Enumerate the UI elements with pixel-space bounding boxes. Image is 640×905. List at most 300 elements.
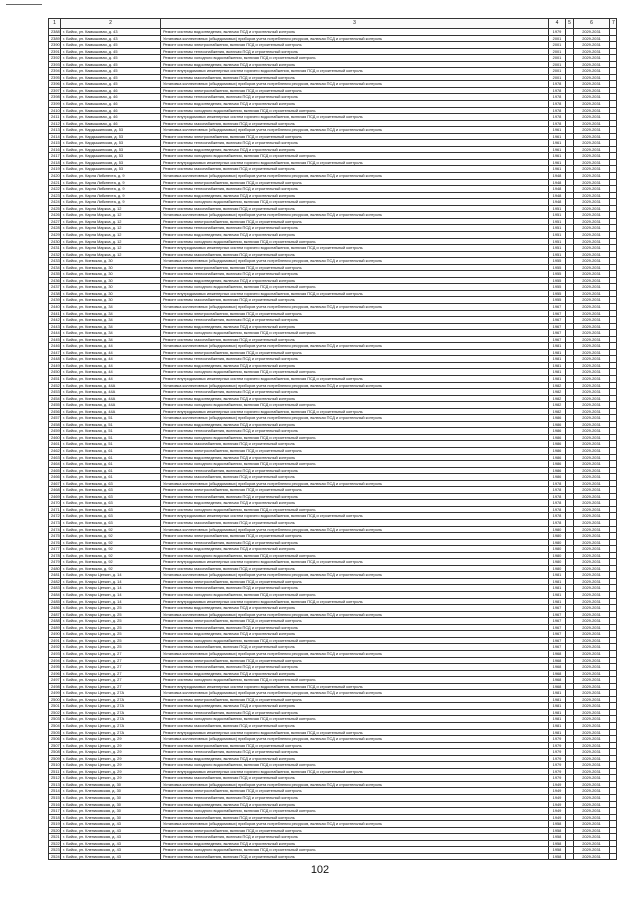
row-period: 2029-2031: [574, 35, 610, 42]
row-year: 1967: [549, 310, 566, 317]
row-work-type: Ремонт внутридомовых инженерных систем горячего водоснабжения, включая ПСД и строительный контроль: [161, 729, 549, 736]
row-year: 1986: [549, 467, 566, 474]
row-period: 2029-2031: [574, 539, 610, 546]
row-work-type: Ремонт системы холодного водоснабжения, включая ПСД и строительный контроль: [161, 55, 549, 62]
row-number: 2433: [49, 258, 61, 265]
row-period: 2029-2031: [574, 781, 610, 788]
row-period: 2029-2031: [574, 434, 610, 441]
row-work-type: Ремонт внутридомовых инженерных систем горячего водоснабжения, включая ПСД и строительный контроль: [161, 768, 549, 775]
row-address: г. Бийск, ул. Клары Цеткин, д. 27А: [61, 716, 161, 723]
row-period: 2029-2031: [574, 284, 610, 291]
row-work-type: Ремонт системы теплоснабжения, включая ПСД и строительный контроль: [161, 624, 549, 631]
row-period: 2029-2031: [574, 297, 610, 304]
row-period: 2029-2031: [574, 362, 610, 369]
row-period: 2029-2031: [574, 114, 610, 121]
row-year: 1979: [549, 775, 566, 782]
row-year: 1961: [549, 140, 566, 147]
row-number: 2463: [49, 454, 61, 461]
row-number: 2511: [49, 768, 61, 775]
row-number: 2457: [49, 415, 61, 422]
row-work-type: Установка коллективных (общедомовых) приборов учета потребления ресурсов, включая ПСД и строительный контроль: [161, 127, 549, 134]
row-period: 2029-2031: [574, 578, 610, 585]
row-period: 2029-2031: [574, 310, 610, 317]
row-number: 2520: [49, 827, 61, 834]
row-period: 2029-2031: [574, 349, 610, 356]
row-work-type: Ремонт системы холодного водоснабжения, включая ПСД и строительный контроль: [161, 762, 549, 769]
row-work-type: Ремонт системы теплоснабжения, включая ПСД и строительный контроль: [161, 186, 549, 193]
row-year: 1955: [549, 297, 566, 304]
row-work-type: Ремонт системы водоотведения, включая ПСД и строительный контроль: [161, 670, 549, 677]
row-address: г. Бийск, ул. Карла Либкнехта, д. 9: [61, 199, 161, 206]
row-address: г. Бийск, ул. Карла Либкнехта, д. 9: [61, 173, 161, 180]
row-year: 1986: [549, 454, 566, 461]
row-period: 2029-2031: [574, 493, 610, 500]
row-year: 1979: [549, 749, 566, 756]
row-year: 1981: [549, 729, 566, 736]
row-year: 1958: [549, 834, 566, 841]
row-number: 2454: [49, 395, 61, 402]
row-period: 2029-2031: [574, 251, 610, 258]
row-address: г. Бийск, ул. Клары Цеткин, д. 27А: [61, 722, 161, 729]
row-work-type: Ремонт внутридомовых инженерных систем горячего водоснабжения, включая ПСД и строительный контроль: [161, 513, 549, 520]
row-year: 1968: [549, 683, 566, 690]
row-work-type: Установка коллективных (общедомовых) приборов учета потребления ресурсов, включая ПСД и строительный контроль: [161, 415, 549, 422]
row-year: 2001: [549, 48, 566, 55]
row-year: 1981: [549, 375, 566, 382]
row-work-type: Ремонт системы холодного водоснабжения, включая ПСД и строительный контроль: [161, 284, 549, 291]
row-address: г. Бийск, ул. Клары Цеткин, д. 27: [61, 683, 161, 690]
row-work-type: Ремонт системы газоснабжения, включая ПСД и строительный контроль: [161, 814, 549, 821]
row-work-type: Ремонт системы холодного водоснабжения, включая ПСД и строительный контроль: [161, 461, 549, 468]
row-year: 1967: [549, 336, 566, 343]
row-year: 1949: [549, 801, 566, 808]
row-address: г. Бийск, ул. Киевская, д. 34: [61, 323, 161, 330]
row-year: 1961: [549, 166, 566, 173]
row-period: 2029-2031: [574, 644, 610, 651]
row-period: 2029-2031: [574, 500, 610, 507]
row-year: 1986: [549, 415, 566, 422]
row-year: 1979: [549, 736, 566, 743]
row-number: 2469: [49, 493, 61, 500]
row-number: 2498: [49, 683, 61, 690]
row-year: 1986: [549, 421, 566, 428]
row-year: 1951: [549, 212, 566, 219]
row-address: г. Бийск, ул. Кардышинская, д. 53: [61, 146, 161, 153]
row-number: 2477: [49, 546, 61, 553]
row-address: г. Бийск, ул. Клары Цеткин, д. 27А: [61, 709, 161, 716]
row-work-type: Установка коллективных (общедомовых) приборов учета потребления ресурсов, включая ПСД и строительный контроль: [161, 212, 549, 219]
row-work-type: Установка коллективных (общедомовых) приборов учета потребления ресурсов, включая ПСД и строительный контроль: [161, 650, 549, 657]
row-work-type: Ремонт системы электроснабжения, включая ПСД и строительный контроль: [161, 696, 549, 703]
row-year: 1958: [549, 827, 566, 834]
row-period: 2029-2031: [574, 330, 610, 337]
row-work-type: Ремонт системы газоснабжения, включая ПСД и строительный контроль: [161, 74, 549, 81]
row-number: 2452: [49, 382, 61, 389]
row-number: 2438: [49, 290, 61, 297]
row-year: 1967: [549, 644, 566, 651]
row-period: 2029-2031: [574, 821, 610, 828]
row-year: 1951: [549, 205, 566, 212]
row-number: 2482: [49, 578, 61, 585]
row-address: г. Бийск, ул. Киевская, д. 63: [61, 520, 161, 527]
row-address: г. Бийск, ул. Карла Либкнехта, д. 9: [61, 186, 161, 193]
row-year: 1951: [549, 238, 566, 245]
row-year: 1986: [549, 434, 566, 441]
row-work-type: Ремонт внутридомовых инженерных систем горячего водоснабжения, включая ПСД и строительный контроль: [161, 68, 549, 75]
scan-mark: [6, 4, 42, 5]
row-number: 2426: [49, 212, 61, 219]
row-work-type: Ремонт системы электроснабжения, включая ПСД и строительный контроль: [161, 264, 549, 271]
row-number: 2448: [49, 356, 61, 363]
header-col-2: 2: [61, 19, 161, 29]
row-work-type: Ремонт внутридомовых инженерных систем горячего водоснабжения, включая ПСД и строительный контроль: [161, 559, 549, 566]
row-period: 2029-2031: [574, 146, 610, 153]
row-year: 1967: [549, 624, 566, 631]
row-period: 2029-2031: [574, 533, 610, 540]
row-address: г. Бийск, ул. Клары Цеткин, д. 14: [61, 592, 161, 599]
row-number: 2443: [49, 323, 61, 330]
row-address: г. Бийск, ул. Киевская, д. 30: [61, 258, 161, 265]
row-address: г. Бийск, ул. Киевская, д. 44: [61, 343, 161, 350]
row-period: 2029-2031: [574, 61, 610, 68]
row-address: г. Бийск, ул. Клепиковская, д. 30: [61, 801, 161, 808]
row-address: г. Бийск, ул. Киевская, д. 92: [61, 552, 161, 559]
row-year: 1948: [549, 192, 566, 199]
row-number: 2423: [49, 192, 61, 199]
row-address: г. Бийск, ул. Киевская, д. 63: [61, 513, 161, 520]
header-col-4: 4: [549, 19, 566, 29]
row-work-type: Ремонт системы водоотведения, включая ПСД и строительный контроль: [161, 29, 549, 36]
row-year: 1980: [549, 539, 566, 546]
row-year: 1961: [549, 153, 566, 160]
row-work-type: Ремонт системы электроснабжения, включая ПСД и строительный контроль: [161, 42, 549, 49]
row-number: 2428: [49, 225, 61, 232]
row-year: 1978: [549, 500, 566, 507]
row-period: 2029-2031: [574, 559, 610, 566]
row-address: г. Бийск, ул. Киевская, д. 92: [61, 539, 161, 546]
row-address: г. Бийск, ул. Киевская, д. 63: [61, 500, 161, 507]
page-number: 102: [310, 864, 330, 876]
row-year: 1980: [549, 546, 566, 553]
row-year: 1967: [549, 611, 566, 618]
row-period: 2029-2031: [574, 231, 610, 238]
row-address: г. Бийск, ул. Киевская, д. 30: [61, 297, 161, 304]
row-year: 1981: [549, 585, 566, 592]
row-work-type: Ремонт системы холодного водоснабжения, включая ПСД и строительный контроль: [161, 369, 549, 376]
row-address: г. Бийск, ул. Клары Цеткин, д. 25: [61, 624, 161, 631]
row-number: 2391: [49, 48, 61, 55]
row-year: 1978: [549, 520, 566, 527]
row-period: 2029-2031: [574, 742, 610, 749]
row-work-type: Установка коллективных (общедомовых) приборов учета потребления ресурсов, включая ПСД и строительный контроль: [161, 303, 549, 310]
row-number: 2489: [49, 624, 61, 631]
row-number: 2420: [49, 173, 61, 180]
row-number: 2396: [49, 81, 61, 88]
row-work-type: Ремонт системы холодного водоснабжения, включая ПСД и строительный контроль: [161, 153, 549, 160]
row-address: г. Бийск, ул. Киевская, д. 51: [61, 441, 161, 448]
row-work-type: Ремонт системы холодного водоснабжения, включая ПСД и строительный контроль: [161, 847, 549, 854]
row-period: 2029-2031: [574, 74, 610, 81]
row-number: 2518: [49, 814, 61, 821]
row-period: 2029-2031: [574, 709, 610, 716]
row-address: г. Бийск, ул. Камышовая, д. 45: [61, 55, 161, 62]
row-year: 1948: [549, 173, 566, 180]
row-period: 2029-2031: [574, 323, 610, 330]
row-period: 2029-2031: [574, 166, 610, 173]
row-address: г. Бийск, ул. Киевская, д. 34: [61, 310, 161, 317]
row-period: 2029-2031: [574, 696, 610, 703]
row-number: 2522: [49, 840, 61, 847]
row-number: 2453: [49, 389, 61, 396]
table-body: [49, 29, 617, 860]
row-work-type: Установка коллективных (общедомовых) приборов учета потребления ресурсов, включая ПСД и строительный контроль: [161, 35, 549, 42]
row-address: г. Бийск, ул. Киевская, д. 44А: [61, 382, 161, 389]
row-year: 1981: [549, 572, 566, 579]
row-work-type: Ремонт системы водоотведения, включая ПСД и строительный контроль: [161, 192, 549, 199]
row-period: 2029-2031: [574, 749, 610, 756]
row-address: г. Бийск, ул. Клары Цеткин, д. 14: [61, 572, 161, 579]
row-work-type: Ремонт системы теплоснабжения, включая ПСД и строительный контроль: [161, 94, 549, 101]
row-year: 1951: [549, 231, 566, 238]
row-period: 2029-2031: [574, 526, 610, 533]
row-year: 1978: [549, 513, 566, 520]
row-year: 1951: [549, 251, 566, 258]
row-year: 1958: [549, 853, 566, 860]
row-address: г. Бийск, ул. Камышовая, д. 46: [61, 87, 161, 94]
row-address: г. Бийск, ул. Киевская, д. 34: [61, 317, 161, 324]
row-number: 2508: [49, 749, 61, 756]
row-year: 1955: [549, 258, 566, 265]
row-work-type: Ремонт системы теплоснабжения, включая ПСД и строительный контроль: [161, 539, 549, 546]
row-year: 1961: [549, 146, 566, 153]
row-address: г. Бийск, ул. Клепиковская, д. 43: [61, 827, 161, 834]
row-number: 2472: [49, 513, 61, 520]
row-period: 2029-2031: [574, 395, 610, 402]
row-number: 2392: [49, 55, 61, 62]
row-address: г. Бийск, ул. Клепиковская, д. 43: [61, 847, 161, 854]
row-period: 2029-2031: [574, 624, 610, 631]
row-address: г. Бийск, ул. Клепиковская, д. 43: [61, 853, 161, 860]
row-address: г. Бийск, ул. Клары Цеткин, д. 29: [61, 742, 161, 749]
row-year: 1958: [549, 821, 566, 828]
row-number: 2484: [49, 592, 61, 599]
row-period: 2029-2031: [574, 212, 610, 219]
row-year: 1978: [549, 101, 566, 108]
row-year: 1968: [549, 657, 566, 664]
row-address: г. Бийск, ул. Кардышинская, д. 53: [61, 159, 161, 166]
row-number: 2504: [49, 722, 61, 729]
row-year: 1949: [549, 794, 566, 801]
row-address: г. Бийск, ул. Клары Цеткин, д. 25: [61, 605, 161, 612]
row-year: 1968: [549, 650, 566, 657]
row-year: 1978: [549, 81, 566, 88]
row-work-type: Ремонт системы холодного водоснабжения, включая ПСД и строительный контроль: [161, 434, 549, 441]
row-number: 2397: [49, 87, 61, 94]
row-period: 2029-2031: [574, 179, 610, 186]
row-period: 2029-2031: [574, 677, 610, 684]
row-period: 2029-2031: [574, 552, 610, 559]
row-work-type: Ремонт системы холодного водоснабжения, включая ПСД и строительный контроль: [161, 716, 549, 723]
row-work-type: Ремонт системы электроснабжения, включая ПСД и строительный контроль: [161, 310, 549, 317]
row-year: 1981: [549, 343, 566, 350]
row-period: 2029-2031: [574, 336, 610, 343]
row-work-type: Ремонт системы теплоснабжения, включая ПСД и строительный контроль: [161, 356, 549, 363]
row-number: 2495: [49, 664, 61, 671]
row-work-type: Ремонт внутридомовых инженерных систем горячего водоснабжения, включая ПСД и строительный контроль: [161, 683, 549, 690]
row-work-type: Ремонт системы водоотведения, включая ПСД и строительный контроль: [161, 546, 549, 553]
row-address: г. Бийск, ул. Клары Цеткин, д. 25: [61, 644, 161, 651]
row-work-type: Ремонт системы электроснабжения, включая ПСД и строительный контроль: [161, 827, 549, 834]
row-period: 2029-2031: [574, 690, 610, 697]
row-work-type: Ремонт системы теплоснабжения, включая ПСД и строительный контроль: [161, 271, 549, 278]
row-period: 2029-2031: [574, 637, 610, 644]
row-year: 1981: [549, 349, 566, 356]
row-period: 2029-2031: [574, 245, 610, 252]
row-number: 2411: [49, 114, 61, 121]
row-period: 2029-2031: [574, 369, 610, 376]
row-number: 2436: [49, 277, 61, 284]
row-work-type: Ремонт системы холодного водоснабжения, включая ПСД и строительный контроль: [161, 330, 549, 337]
row-address: г. Бийск, ул. Карла Маркса, д. 12: [61, 212, 161, 219]
row-work-type: Ремонт системы электроснабжения, включая ПСД и строительный контроль: [161, 657, 549, 664]
row-work-type: Ремонт системы газоснабжения, включая ПСД и строительный контроль: [161, 166, 549, 173]
row-year: 1958: [549, 840, 566, 847]
row-work-type: Ремонт системы холодного водоснабжения, включая ПСД и строительный контроль: [161, 677, 549, 684]
table-row: [49, 853, 617, 860]
row-period: 2029-2031: [574, 834, 610, 841]
row-year: 1978: [549, 94, 566, 101]
row-work-type: Ремонт системы холодного водоснабжения, включая ПСД и строительный контроль: [161, 199, 549, 206]
row-year: 1955: [549, 277, 566, 284]
row-period: 2029-2031: [574, 480, 610, 487]
row-work-type: Ремонт системы газоснабжения, включая ПСД и строительный контроль: [161, 205, 549, 212]
row-work-type: Ремонт системы теплоснабжения, включая ПСД и строительный контроль: [161, 467, 549, 474]
row-period: 2029-2031: [574, 454, 610, 461]
header-col-3: 3: [161, 19, 549, 29]
row-address: г. Бийск, ул. Клары Цеткин, д. 25: [61, 618, 161, 625]
row-address: г. Бийск, ул. Клепиковская, д. 30: [61, 814, 161, 821]
row-year: 1979: [549, 742, 566, 749]
row-address: г. Бийск, ул. Киевская, д. 61: [61, 467, 161, 474]
row-work-type: Ремонт системы электроснабжения, включая ПСД и строительный контроль: [161, 218, 549, 225]
row-work-type: Ремонт системы газоснабжения, включая ПСД и строительный контроль: [161, 474, 549, 481]
row-address: г. Бийск, ул. Кардышинская, д. 53: [61, 140, 161, 147]
row-address: г. Бийск, ул. Кардышинская, д. 53: [61, 166, 161, 173]
row-address: г. Бийск, ул. Камышовая, д. 46: [61, 101, 161, 108]
row-number: 2496: [49, 670, 61, 677]
row-address: г. Бийск, ул. Клепиковская, д. 30: [61, 808, 161, 815]
row-work-type: Ремонт системы водоотведения, включая ПСД и строительный контроль: [161, 231, 549, 238]
row-number: 2460: [49, 434, 61, 441]
row-work-type: Ремонт системы электроснабжения, включая ПСД и строительный контроль: [161, 448, 549, 455]
row-address: г. Бийск, ул. Киевская, д. 30: [61, 290, 161, 297]
row-address: г. Бийск, ул. Киевская, д. 63: [61, 487, 161, 494]
row-number: 2501: [49, 703, 61, 710]
row-period: 2029-2031: [574, 827, 610, 834]
row-period: 2029-2031: [574, 290, 610, 297]
row-number: 2492: [49, 644, 61, 651]
row-number: 2450: [49, 369, 61, 376]
row-work-type: Ремонт системы холодного водоснабжения, включая ПСД и строительный контроль: [161, 238, 549, 245]
row-address: г. Бийск, ул. Карла Маркса, д. 12: [61, 225, 161, 232]
row-year: 1968: [549, 670, 566, 677]
row-work-type: Ремонт системы электроснабжения, включая ПСД и строительный контроль: [161, 618, 549, 625]
row-number: 2432: [49, 251, 61, 258]
row-number: 2485: [49, 598, 61, 605]
row-work-type: Ремонт системы водоотведения, включая ПСД и строительный контроль: [161, 146, 549, 153]
row-year: 2001: [549, 42, 566, 49]
row-period: 2029-2031: [574, 611, 610, 618]
row-number: 2435: [49, 271, 61, 278]
row-address: г. Бийск, ул. Киевская, д. 44А: [61, 389, 161, 396]
row-address: г. Бийск, ул. Клепиковская, д. 43: [61, 840, 161, 847]
row-number: 2461: [49, 441, 61, 448]
row-number: 2467: [49, 480, 61, 487]
row-work-type: Ремонт системы теплоснабжения, включая ПСД и строительный контроль: [161, 664, 549, 671]
row-year: 1981: [549, 362, 566, 369]
row-work-type: Ремонт системы теплоснабжения, включая ПСД и строительный контроль: [161, 794, 549, 801]
row-number: 2445: [49, 336, 61, 343]
row-address: г. Бийск, ул. Карла Маркса, д. 12: [61, 231, 161, 238]
row-year: 1981: [549, 722, 566, 729]
row-address: г. Бийск, ул. Клары Цеткин, д. 29: [61, 736, 161, 743]
row-period: 2029-2031: [574, 487, 610, 494]
row-year: 1981: [549, 709, 566, 716]
row-year: 1980: [549, 565, 566, 572]
row-work-type: Ремонт системы водоотведения, включая ПСД и строительный контроль: [161, 631, 549, 638]
row-year: 1986: [549, 474, 566, 481]
row-period: 2029-2031: [574, 94, 610, 101]
row-number: 2486: [49, 605, 61, 612]
row-work-type: Ремонт системы газоснабжения, включая ПСД и строительный контроль: [161, 120, 549, 127]
row-year: 1979: [549, 755, 566, 762]
row-work-type: Ремонт внутридомовых инженерных систем горячего водоснабжения, включая ПСД и строительный контроль: [161, 245, 549, 252]
row-period: 2029-2031: [574, 814, 610, 821]
row-year: 1955: [549, 284, 566, 291]
row-period: 2029-2031: [574, 605, 610, 612]
row-number: 2515: [49, 794, 61, 801]
row-year: 1981: [549, 716, 566, 723]
row-period: 2029-2031: [574, 271, 610, 278]
row-number: 2390: [49, 42, 61, 49]
row-work-type: Установка коллективных (общедомовых) приборов учета потребления ресурсов, включая ПСД и строительный контроль: [161, 611, 549, 618]
row-number: 2414: [49, 133, 61, 140]
row-address: г. Бийск, ул. Клары Цеткин, д. 25: [61, 611, 161, 618]
row-work-type: Ремонт системы газоснабжения, включая ПСД и строительный контроль: [161, 565, 549, 572]
row-period: 2029-2031: [574, 520, 610, 527]
row-address: г. Бийск, ул. Киевская, д. 44: [61, 362, 161, 369]
row-work-type: Ремонт системы водоотведения, включая ПСД и строительный контроль: [161, 323, 549, 330]
row-work-type: Ремонт системы электроснабжения, включая ПСД и строительный контроль: [161, 578, 549, 585]
row-number: 2434: [49, 264, 61, 271]
row-year: 1961: [549, 159, 566, 166]
row-period: 2029-2031: [574, 421, 610, 428]
row-period: 2029-2031: [574, 598, 610, 605]
row-year: 1978: [549, 506, 566, 513]
row-period: 2029-2031: [574, 107, 610, 114]
row-address: г. Бийск, ул. Клары Цеткин, д. 14: [61, 585, 161, 592]
row-number: 2474: [49, 526, 61, 533]
row-number: 2488: [49, 618, 61, 625]
row-work-type: Ремонт системы газоснабжения, включая ПСД и строительный контроль: [161, 251, 549, 258]
row-address: г. Бийск, ул. Киевская, д. 44: [61, 356, 161, 363]
row-year: 1981: [549, 578, 566, 585]
row-year: 1949: [549, 808, 566, 815]
row-work-type: Ремонт системы газоснабжения, включая ПСД и строительный контроль: [161, 853, 549, 860]
row-work-type: Установка коллективных (общедомовых) приборов учета потребления ресурсов, включая ПСД и строительный контроль: [161, 821, 549, 828]
row-work-type: Ремонт внутридомовых инженерных систем горячего водоснабжения, включая ПСД и строительный контроль: [161, 290, 549, 297]
row-period: 2029-2031: [574, 140, 610, 147]
